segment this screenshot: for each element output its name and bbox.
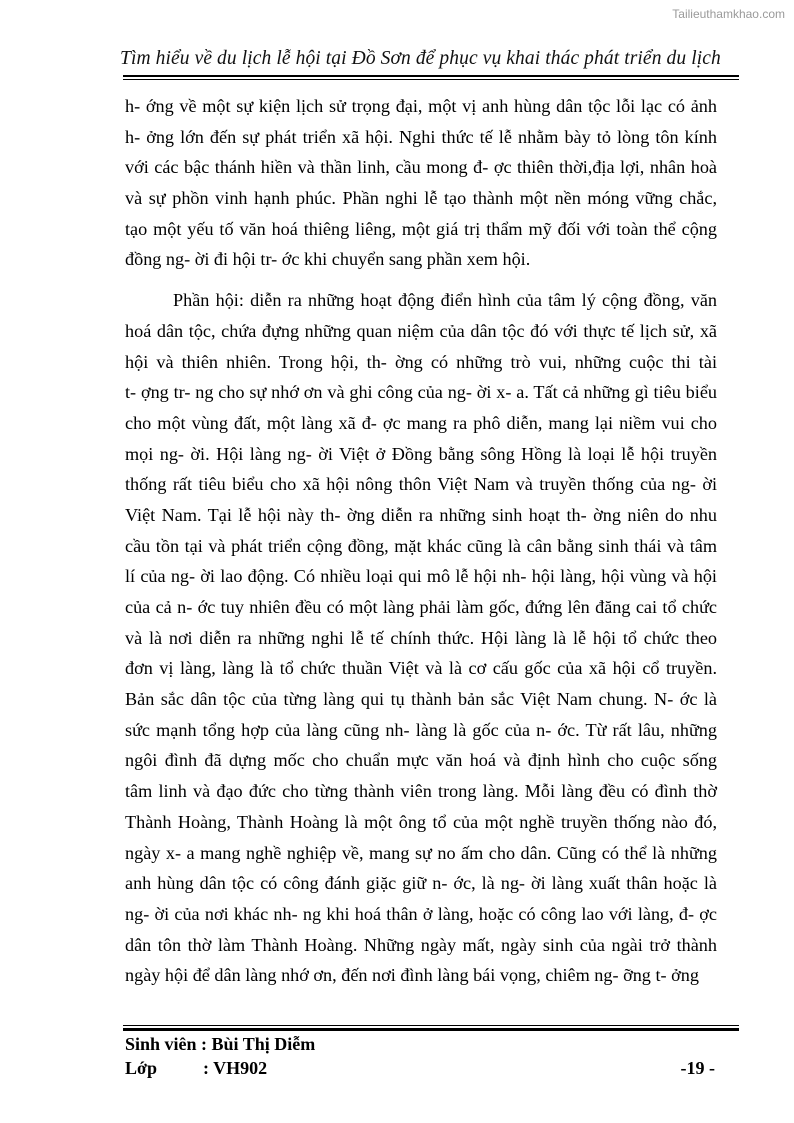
paragraph-line: đồng ng- ời đi hội tr- ớc khi chuyển sang phần xem hội.	[125, 249, 531, 270]
paragraph-line: hoá dân tộc, chứa đựng những quan niệm của dân tộc đó với thực tế lịch sử, xã	[125, 320, 717, 341]
paragraph-line: và sự phồn vinh hạnh phúc. Phần nghi lễ tạo thành một nền móng vững chắc,	[125, 188, 717, 209]
paragraph-line: ngôi đình đã dựng mốc cho chuẩn mực văn hoá và định hình cho cuộc sống	[125, 750, 717, 771]
paragraph-line: với các bậc thánh hiền và thần linh, cầu mong đ- ợc thiên thời,địa lợi, nhân hoà	[125, 157, 717, 178]
paragraph-line: thống rất tiêu biểu cho xã hội nông thôn Việt Nam và truyền thống của ng- ời	[125, 474, 717, 495]
paragraph-line: Bản sắc dân tộc của từng làng qui tụ thành bản sắc Việt Nam chung. N- ớc là	[125, 689, 717, 710]
paragraph-line: tâm linh và đạo đức cho từng thành viên trong làng. Mỗi làng đều có đình thờ	[125, 781, 717, 802]
running-header-title: Tìm hiểu về du lịch lễ hội tại Đồ Sơn để phục vụ khai thác phát triển du lịch	[120, 48, 721, 69]
paragraph-line: lí của ng- ời lao động. Có nhiều loại qui mô lễ hội nh- hội làng, hội vùng và hội	[125, 566, 717, 587]
paragraph-line: Việt Nam. Tại lễ hội này th- ờng diễn ra những sinh hoạt th- ờng niên do nhu	[125, 504, 717, 525]
page-number: -19 -	[680, 1058, 715, 1078]
body-text	[125, 91, 717, 991]
paragraph-line: đơn vị làng, làng là tổ chức thuần Việt và là cơ cấu gốc của xã hội cổ truyền.	[125, 658, 717, 679]
paragraph-line: h- ớng về một sự kiện lịch sử trọng đại, một vị anh hùng dân tộc lỗi lạc có ảnh	[125, 96, 717, 116]
paragraph-line: mọi ng- ời. Hội làng ng- ời Việt ở Đồng bằng sông Hồng là loại lễ hội truyền	[125, 443, 717, 464]
class-value: : VH902	[203, 1058, 268, 1078]
paragraph-line: ng- ời của nơi khác nh- ng khi hoá thân ở làng, hoặc có công lao với làng, đ- ợc	[125, 903, 717, 924]
footer-rule-thick	[123, 1028, 739, 1031]
class-label: Lớp	[125, 1058, 157, 1078]
paragraph-line: tạo một yếu tố văn hoá thiêng liêng, một giá trị thẩm mỹ đối với toàn thể cộng	[125, 218, 717, 239]
paragraph-line: t- ợng tr- ng cho sự nhớ ơn và ghi công của ng- ời x- a. Tất cả những gì tiêu biểu	[125, 382, 717, 403]
header-rule-thick	[123, 75, 739, 77]
paragraph-line: và là nơi diễn ra những nghi lễ tế chính thức. Hội làng là lễ hội tổ chức theo	[125, 627, 717, 648]
paragraph-line: Thành Hoàng, Thành Hoàng là một ông tổ của một nghề truyền thống nào đó,	[125, 811, 717, 832]
paragraph-line: anh hùng dân tộc có công đánh giặc giữ n- ớc, là ng- ời làng xuất thân hoặc là	[125, 873, 717, 894]
paragraph-line: ngày hội để dân làng nhớ ơn, đến nơi đình làng bái vọng, chiêm ng- ỡng t- ởng	[125, 965, 699, 986]
footer-rule-thin	[123, 1025, 739, 1026]
paragraph-line: cho một vùng đất, một làng xã đ- ợc mang ra phô diễn, mang lại niềm vui cho	[125, 412, 717, 433]
paragraph-line: sức mạnh tổng hợp của làng cũng nh- làng là gốc của n- ớc. Từ rất lâu, những	[125, 719, 717, 740]
student-name: Sinh viên : Bùi Thị Diễm	[125, 1034, 316, 1054]
paragraph-line: cầu tồn tại và phát triển cộng đồng, mặt khác cũng là cân bằng sinh thái và tâm	[125, 535, 717, 556]
paragraph-line: h- ởng lớn đến sự phát triển xã hội. Nghi thức tế lễ nhằm bày tỏ lòng tôn kính	[125, 126, 717, 147]
watermark: Tailieuthamkhao.com	[672, 7, 785, 21]
header-rule-thin	[123, 79, 739, 80]
paragraph-line: dân tôn thờ làm Thành Hoàng. Những ngày mất, ngày sinh của ngài trở thành	[125, 934, 717, 955]
paragraph-line: hội và thiên nhiên. Trong hội, th- ờng có những trò vui, những cuộc thi tài	[125, 351, 717, 372]
paragraph-line: Phần hội: diễn ra những hoạt động điển hình của tâm lý cộng đồng, văn	[173, 290, 717, 311]
paragraph-gap	[125, 275, 717, 285]
paragraph-line: ngày x- a mang nghề nghiệp về, mang sự no ấm cho dân. Cũng có thể là những	[125, 842, 717, 863]
paragraph-line: của cả n- ớc tuy nhiên đều có một làng phải làm gốc, đứng lên đăng cai tổ chức	[125, 597, 717, 617]
